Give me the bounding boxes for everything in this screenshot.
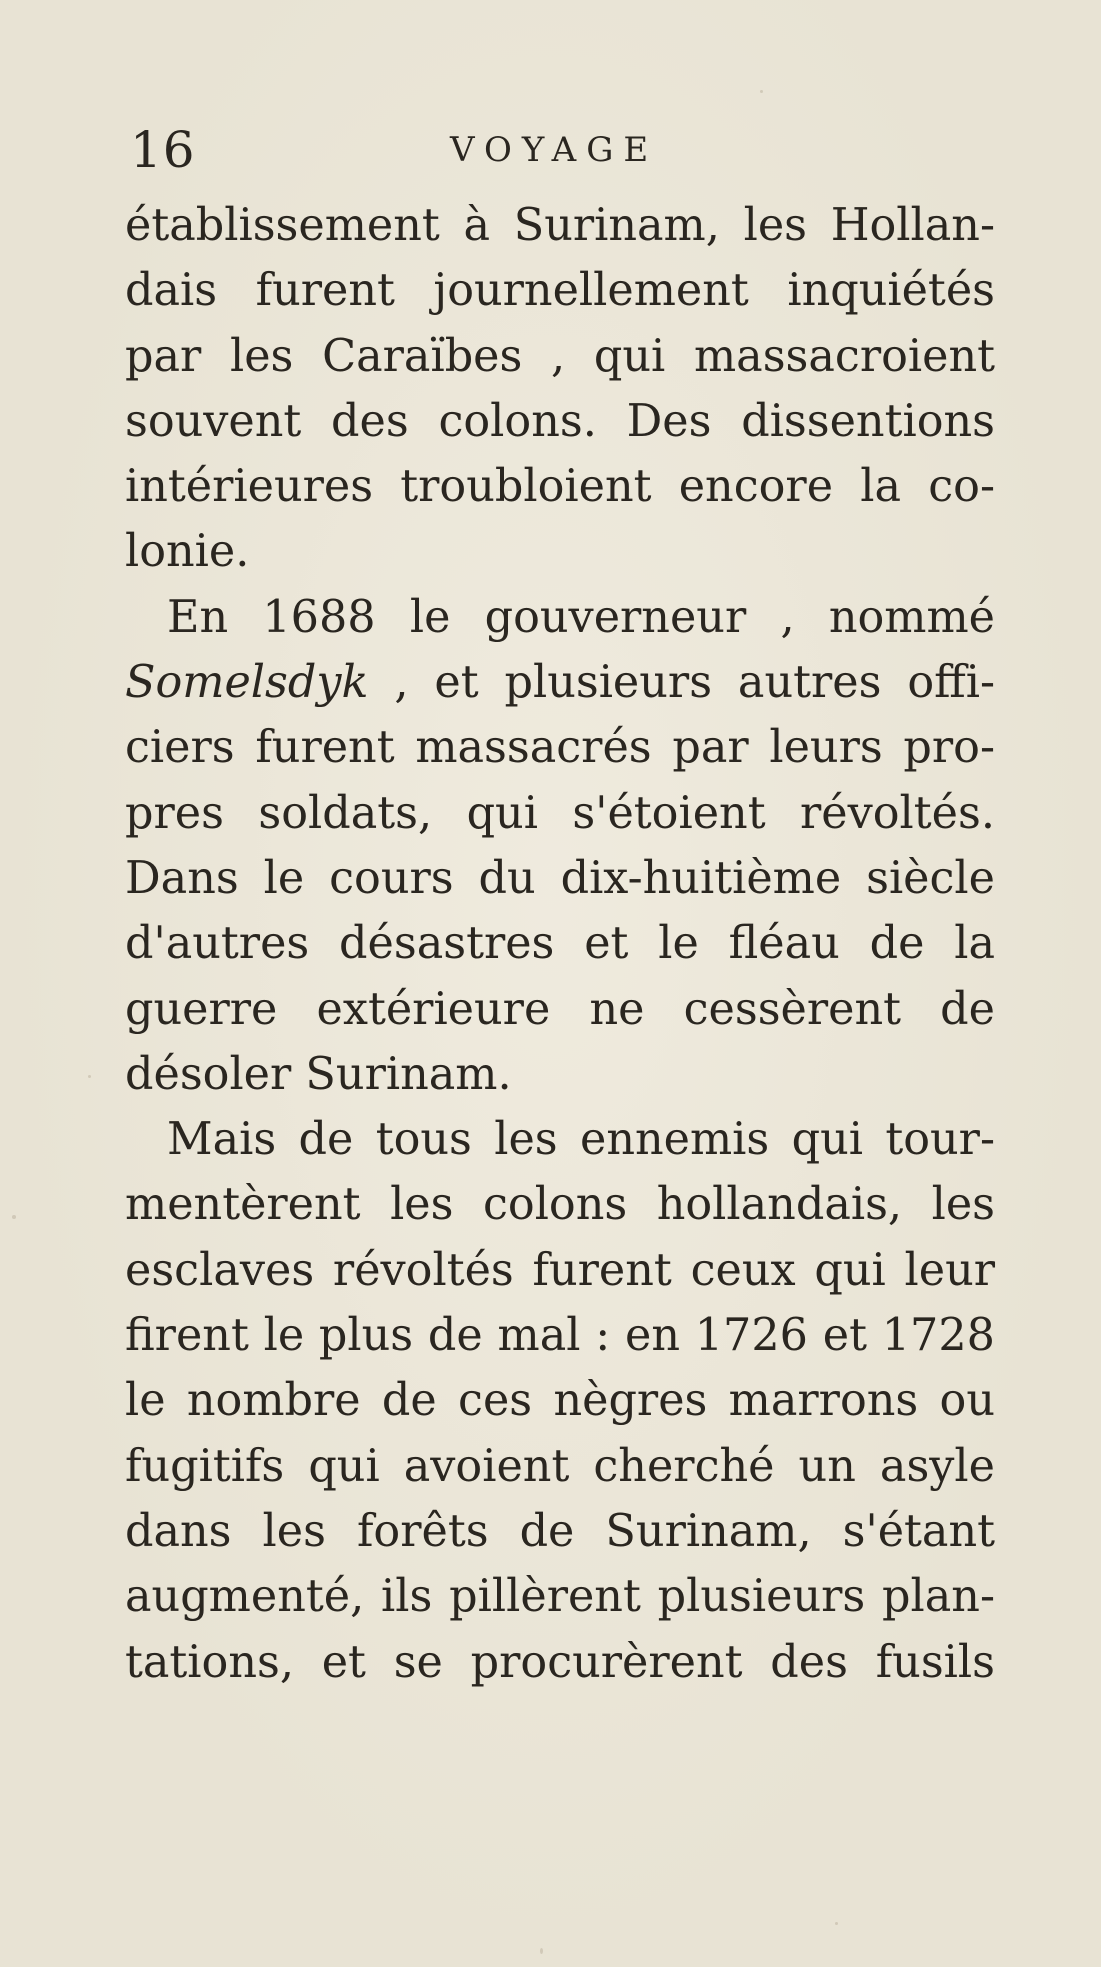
text-line: esclaves révoltés furent ceux qui leur xyxy=(125,1244,995,1296)
text-line xyxy=(125,650,995,715)
paper-speck xyxy=(835,1922,838,1925)
italic-name: Somelsdyk xyxy=(125,657,369,709)
text-line: d'autres désastres et le fléau de la xyxy=(125,918,995,970)
text-line: le nombre de ces nègres marrons ou xyxy=(125,1375,995,1427)
text-line: dais furent journellement inquiétés xyxy=(125,265,995,317)
text-line: firent le plus de mal : en 1726 et 1728 xyxy=(125,1310,995,1362)
paragraph-start-line: En 1688 le gouverneur , nommé xyxy=(167,591,995,643)
text-line: fugitifs qui avoient cherché un asyle xyxy=(125,1440,995,1492)
text-line: dans les forêts de Surinam, s'étant xyxy=(125,1505,995,1557)
text-line: désoler Surinam. xyxy=(125,1048,512,1100)
text-line: tations, et se procurèrent des fusils xyxy=(125,1636,995,1688)
page-number: 16 xyxy=(130,121,196,179)
text-line: augmenté, ils pillèrent plusieurs plan- xyxy=(125,1571,995,1623)
text-line: guerre extérieure ne cessèrent de xyxy=(125,983,995,1035)
paper-speck xyxy=(540,1948,543,1954)
paragraph-start-line: Mais de tous les ennemis qui tour- xyxy=(167,1114,995,1166)
paper-speck xyxy=(88,1075,91,1078)
body-text xyxy=(125,193,995,1695)
text-line: Dans le cours du dix-huitième siècle xyxy=(125,852,995,904)
text-line: lonie. xyxy=(125,526,250,578)
text-line: pres soldats, qui s'étoient révoltés. xyxy=(125,787,995,839)
paper-speck xyxy=(12,1215,16,1219)
text-line: intérieures troubloient encore la co- xyxy=(125,461,995,513)
line-text-after: , et plusieurs autres offi- xyxy=(368,657,995,709)
text-line: établissement à Surinam, les Hollan- xyxy=(125,200,995,251)
text-line: par les Caraïbes , qui massacroient xyxy=(125,330,995,382)
paper-speck xyxy=(760,90,763,93)
running-title: VOYAGE xyxy=(450,130,659,170)
text-line: souvent des colons. Des dissentions xyxy=(125,395,995,447)
text-line: ciers furent massacrés par leurs pro- xyxy=(125,722,995,774)
page-header xyxy=(130,120,990,190)
text-line: mentèrent les colons hollandais, les xyxy=(125,1179,995,1231)
